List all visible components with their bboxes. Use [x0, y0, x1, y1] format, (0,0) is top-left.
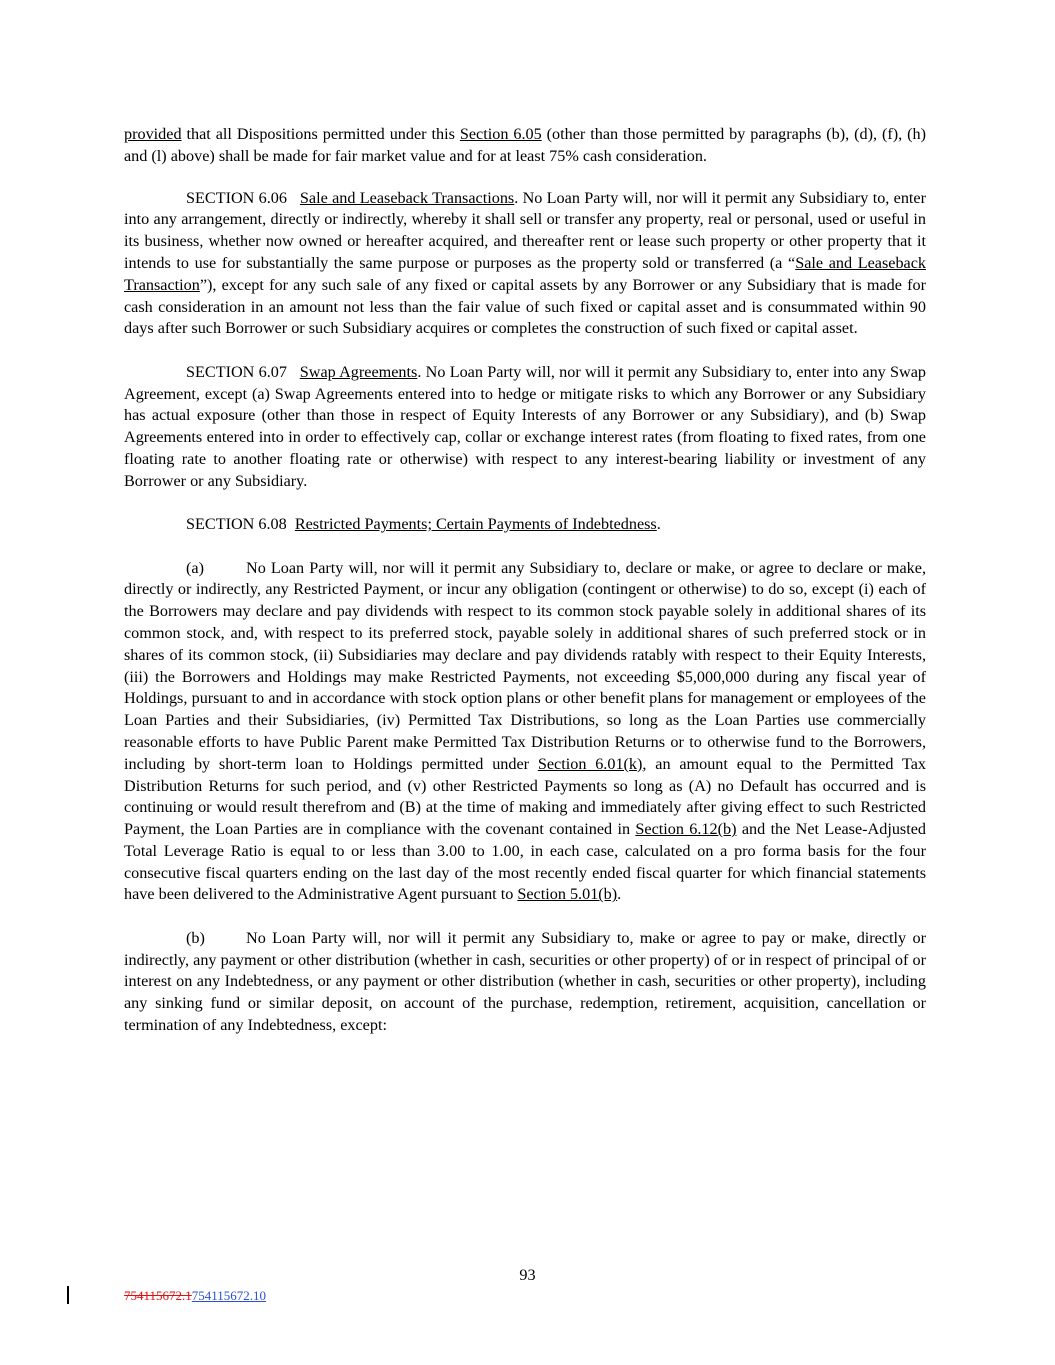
section-6-07-paragraph: [124, 362, 926, 493]
section-text-1: . No Loan Party will, nor will it permit any Subsidiary to, enter into any arrangement, directly or indirectly, whereby it shall sell or transfer any property, real or personal, used or useful in its business, whether now owned or hereafter acquired, and thereafter rent or lease such property or other property that it intends to use for substantially the same purpose or purposes as the property sold or transferred (a “: [124, 188, 926, 272]
section-text: . No Loan Party will, nor will it permit any Subsidiary to, enter into any Swap Agreement, except (a) Swap Agreements entered into to hedge or mitigate risks to which any Borrower or any Subsidiary has actual exposure (other than those in respect of Equity Interests of any Borrower or any Subsidiary), and (b) Swap Agreements entered into in order to effectively cap, collar or exchange interest rates (from floating to fixed rates, from one floating rate to another floating rate or otherwise) with respect to any interest-bearing liability or investment of any Borrower or any Subsidiary.: [124, 362, 926, 490]
subsection-text-1: No Loan Party will, nor will it permit any Subsidiary to, declare or make, or agree to declare or make, directly or indirectly, any Restricted Payment, or incur any obligation (contingent or otherwise) to do so, except (i) each of the Borrowers may declare and pay dividends with respect to its common stock payable solely in additional shares of its common stock, and, with respect to its preferred stock, payable solely in additional shares of such preferred stock or in shares of its common stock, (ii) Subsidiaries may declare and pay dividends ratably with respect to their Equity Interests, (iii) the Borrowers and Holdings may make Restricted Payments, not exceeding $5,000,000 during any fiscal year of Holdings, pursuant to and in accordance with stock option plans or other benefit plans for management or employees of the Loan Parties and their Subsidiaries, (iv) Permitted Tax Distributions, so long as the Loan Parties use commercially reasonable efforts to have Public Parent make Permitted Tax Distribution Returns or to otherwise fund to the Borrowers, including by short-term loan to Holdings permitted under: [124, 558, 926, 773]
section-title: Sale and Leaseback Transactions: [299, 188, 515, 207]
section-text-2: ”), except for any such sale of any fixed or capital assets by any Borrower or any Subsidiary that is made for cash consideration in an amount not less than the fair value of such fixed or capital asset and is consummated within 90 days after such Borrower or such Subsidiary acquires or completes the construction of such fixed or capital asset.: [124, 275, 926, 338]
subsection-text: No Loan Party will, nor will it permit any Subsidiary to, make or agree to pay or make, directly or indirectly, any payment or other distribution (whether in cash, securities or other property) of or in respect of principal of or interest on any Indebtedness, or any payment or other distribution (whether in cash, securities or other property), including any sinking fund or similar deposit, on account of the purchase, redemption, retirement, acquisition, cancellation or termination of any Indebtedness, except:: [124, 928, 926, 1035]
section-title-end: .: [656, 515, 661, 534]
page-number: 93: [519, 1266, 536, 1284]
subsection-a-paragraph: [124, 558, 926, 907]
subsection-label: (a): [186, 558, 204, 577]
section-label: SECTION 6.08: [186, 515, 287, 534]
defined-term: Sale and Leaseback Transaction: [124, 253, 926, 294]
section-title: Swap Agreements: [299, 362, 418, 381]
proviso-term: provided: [124, 125, 182, 143]
proviso-text-1: that all Dispositions permitted under this: [181, 125, 460, 143]
document-id-inserted: 754115672.10: [191, 1288, 267, 1303]
section-reference: Section 6.12(b): [635, 820, 737, 839]
section-6-06-paragraph: [124, 188, 926, 341]
document-id: [124, 1288, 266, 1304]
section-title: Restricted Payments; Certain Payments of Indebtedness: [294, 515, 657, 534]
change-bar: [67, 1286, 69, 1304]
document-id-deleted: 754115672.1: [124, 1288, 192, 1303]
subsection-text-2: , an amount equal to the Permitted Tax Distribution Returns for such period, and (v) other Restricted Payments so long as (A) no Default has occurred and is continuing or would result therefrom and (B) at the time of making and immediately after giving effect to such Restricted Payment, the Loan Parties are in compliance with the covenant contained in: [124, 754, 926, 839]
document-body: [124, 124, 926, 1058]
proviso-text-2: (other than those permitted by paragraphs (b), (d), (f), (h) and (l) above) shall be made for fair market value and for at least 75% cash consideration.: [124, 125, 926, 165]
paragraph-dispositions-proviso: [124, 124, 926, 168]
section-label: SECTION 6.07: [186, 362, 287, 381]
section-label: SECTION 6.06: [186, 188, 287, 207]
subsection-label: (b): [186, 928, 205, 947]
subsection-text-4: .: [617, 885, 622, 904]
section-reference: Section 5.01(b): [517, 885, 618, 904]
subsection-text-3: and the Net Lease-Adjusted Total Leverage Ratio is equal to or less than 3.00 to 1.00, in each case, calculated on a pro forma basis for the four consecutive fiscal quarters ending on the last day of the most recently ended fiscal quarter for which financial statements have been delivered to the Administrative Agent pursuant to: [124, 820, 926, 904]
section-reference: Section 6.01(k): [537, 754, 643, 773]
subsection-b-paragraph: [124, 928, 926, 1037]
section-reference: Section 6.05: [459, 125, 542, 143]
section-6-08-heading: [124, 514, 926, 536]
